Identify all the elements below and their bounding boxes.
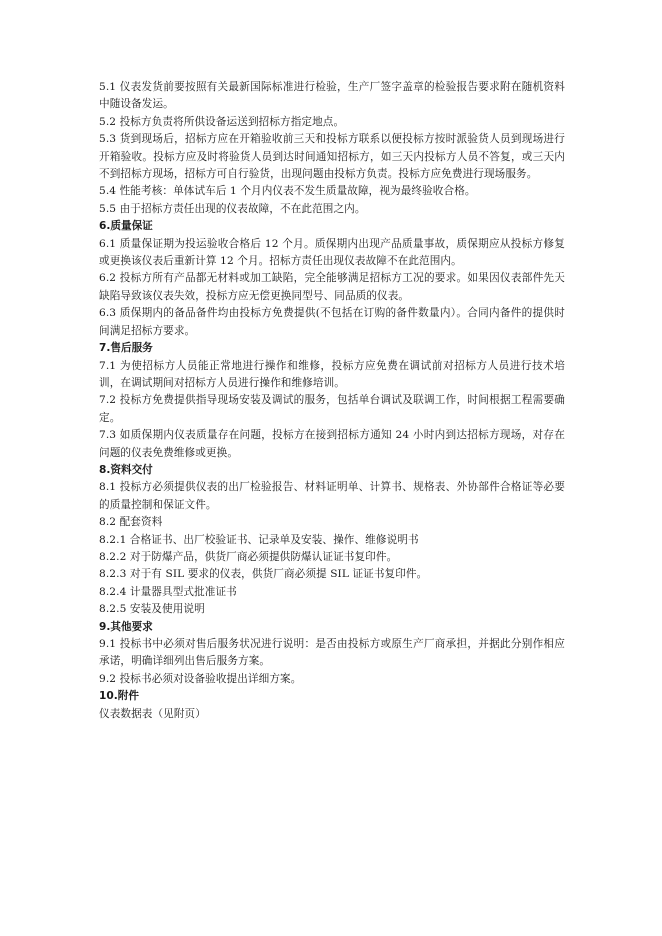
para-8-2-3: 8.2.3 对于有 SIL 要求的仪表，供货厂商必须提 SIL 证证书复印件。 bbox=[99, 568, 428, 581]
para-7-2: 7.2 投标方免费提供指导现场安装及调试的服务，包括单台调试及联调工作，时间根据工程需要确定。 bbox=[99, 394, 565, 424]
para-9-1: 9.1 投标书中必须对售后服务状况进行说明：是否由投标方或原生产厂商承担，并据此分别作相应承诺，明确详细列出售后服务方案。 bbox=[99, 638, 565, 668]
document-page bbox=[99, 79, 565, 723]
para-5-3: 5.3 货到现场后，招标方应在开箱验收前三天和投标方联系以便投标方按时派验货人员到现场进行开箱验收。投标方应及时将验货人员到达时间通知招标方，如三天内投标方人员不答复，或三天内不到招标方现场，招标方可自行验货，出现问题由投标方负责。投标方应免费进行现场服务。 bbox=[99, 133, 565, 181]
para-9-2: 9.2 投标书必须对设备验收提出详细方案。 bbox=[99, 672, 302, 685]
para-7-3: 7.3 如质保期内仪表质量存在问题，投标方在接到招标方通知 24 小时内到达招标方现场，对存在问题的仪表免费维修或更换。 bbox=[99, 429, 565, 459]
heading-other-requirements: 9.其他要求 bbox=[99, 620, 153, 633]
para-8-2-2: 8.2.2 对于防爆产品，供货厂商必须提供防爆认证证书复印件。 bbox=[99, 550, 398, 563]
heading-quality-assurance: 6.质量保证 bbox=[99, 220, 153, 233]
heading-attachments: 10.附件 bbox=[99, 690, 139, 703]
para-5-2: 5.2 投标方负责将所供设备运送到招标方指定地点。 bbox=[99, 115, 345, 128]
para-8-2: 8.2 配套资料 bbox=[99, 516, 163, 529]
para-6-2: 6.2 投标方所有产品都无材料或加工缺陷，完全能够满足招标方工况的要求。如果因仪表部件先天缺陷导致该仪表失效，投标方应无偿更换同型号、同品质的仪表。 bbox=[99, 272, 565, 302]
heading-documentation: 8.资料交付 bbox=[99, 463, 153, 476]
para-6-3: 6.3 质保期内的备品备件均由投标方免费提供(不包括在订购的备件数量内）。合同内备件的提供时间满足招标方要求。 bbox=[99, 307, 565, 337]
para-8-1: 8.1 投标方必须提供仪表的出厂检验报告、材料证明单、计算书、规格表、外协部件合格证等必要的质量控制和保证文件。 bbox=[99, 481, 565, 511]
para-7-1: 7.1 为使招标方人员能正常地进行操作和维修，投标方应免费在调试前对招标方人员进行技术培训，在调试期间对招标方人员进行操作和维修培训。 bbox=[99, 359, 565, 389]
heading-after-sales: 7.售后服务 bbox=[99, 342, 153, 355]
para-attachment-note: 仪表数据表（见附页） bbox=[99, 707, 206, 720]
para-5-1: 5.1 仪表发货前要按照有关最新国际标准进行检验，生产厂签字盖章的检验报告要求附在随机资料中随设备发运。 bbox=[99, 81, 565, 111]
para-8-2-5: 8.2.5 安装及使用说明 bbox=[99, 603, 205, 616]
para-5-4: 5.4 性能考核：单体试车后 1 个月内仪表不发生质量故障，视为最终验收合格。 bbox=[99, 185, 476, 198]
para-6-1: 6.1 质量保证期为投运验收合格后 12 个月。质保期内出现产品质量事故，质保期应从投标方修复或更换该仪表后重新计算 12 个月。招标方责任出现仪表故障不在此范围内。 bbox=[99, 237, 565, 268]
para-8-2-4: 8.2.4 计量器具型式批准证书 bbox=[99, 585, 237, 598]
para-5-5: 5.5 由于招标方责任出现的仪表故障，不在此范围之内。 bbox=[99, 202, 366, 215]
para-8-2-1: 8.2.1 合格证书、出厂校验证书、记录单及安装、操作、维修说明书 bbox=[99, 533, 419, 546]
